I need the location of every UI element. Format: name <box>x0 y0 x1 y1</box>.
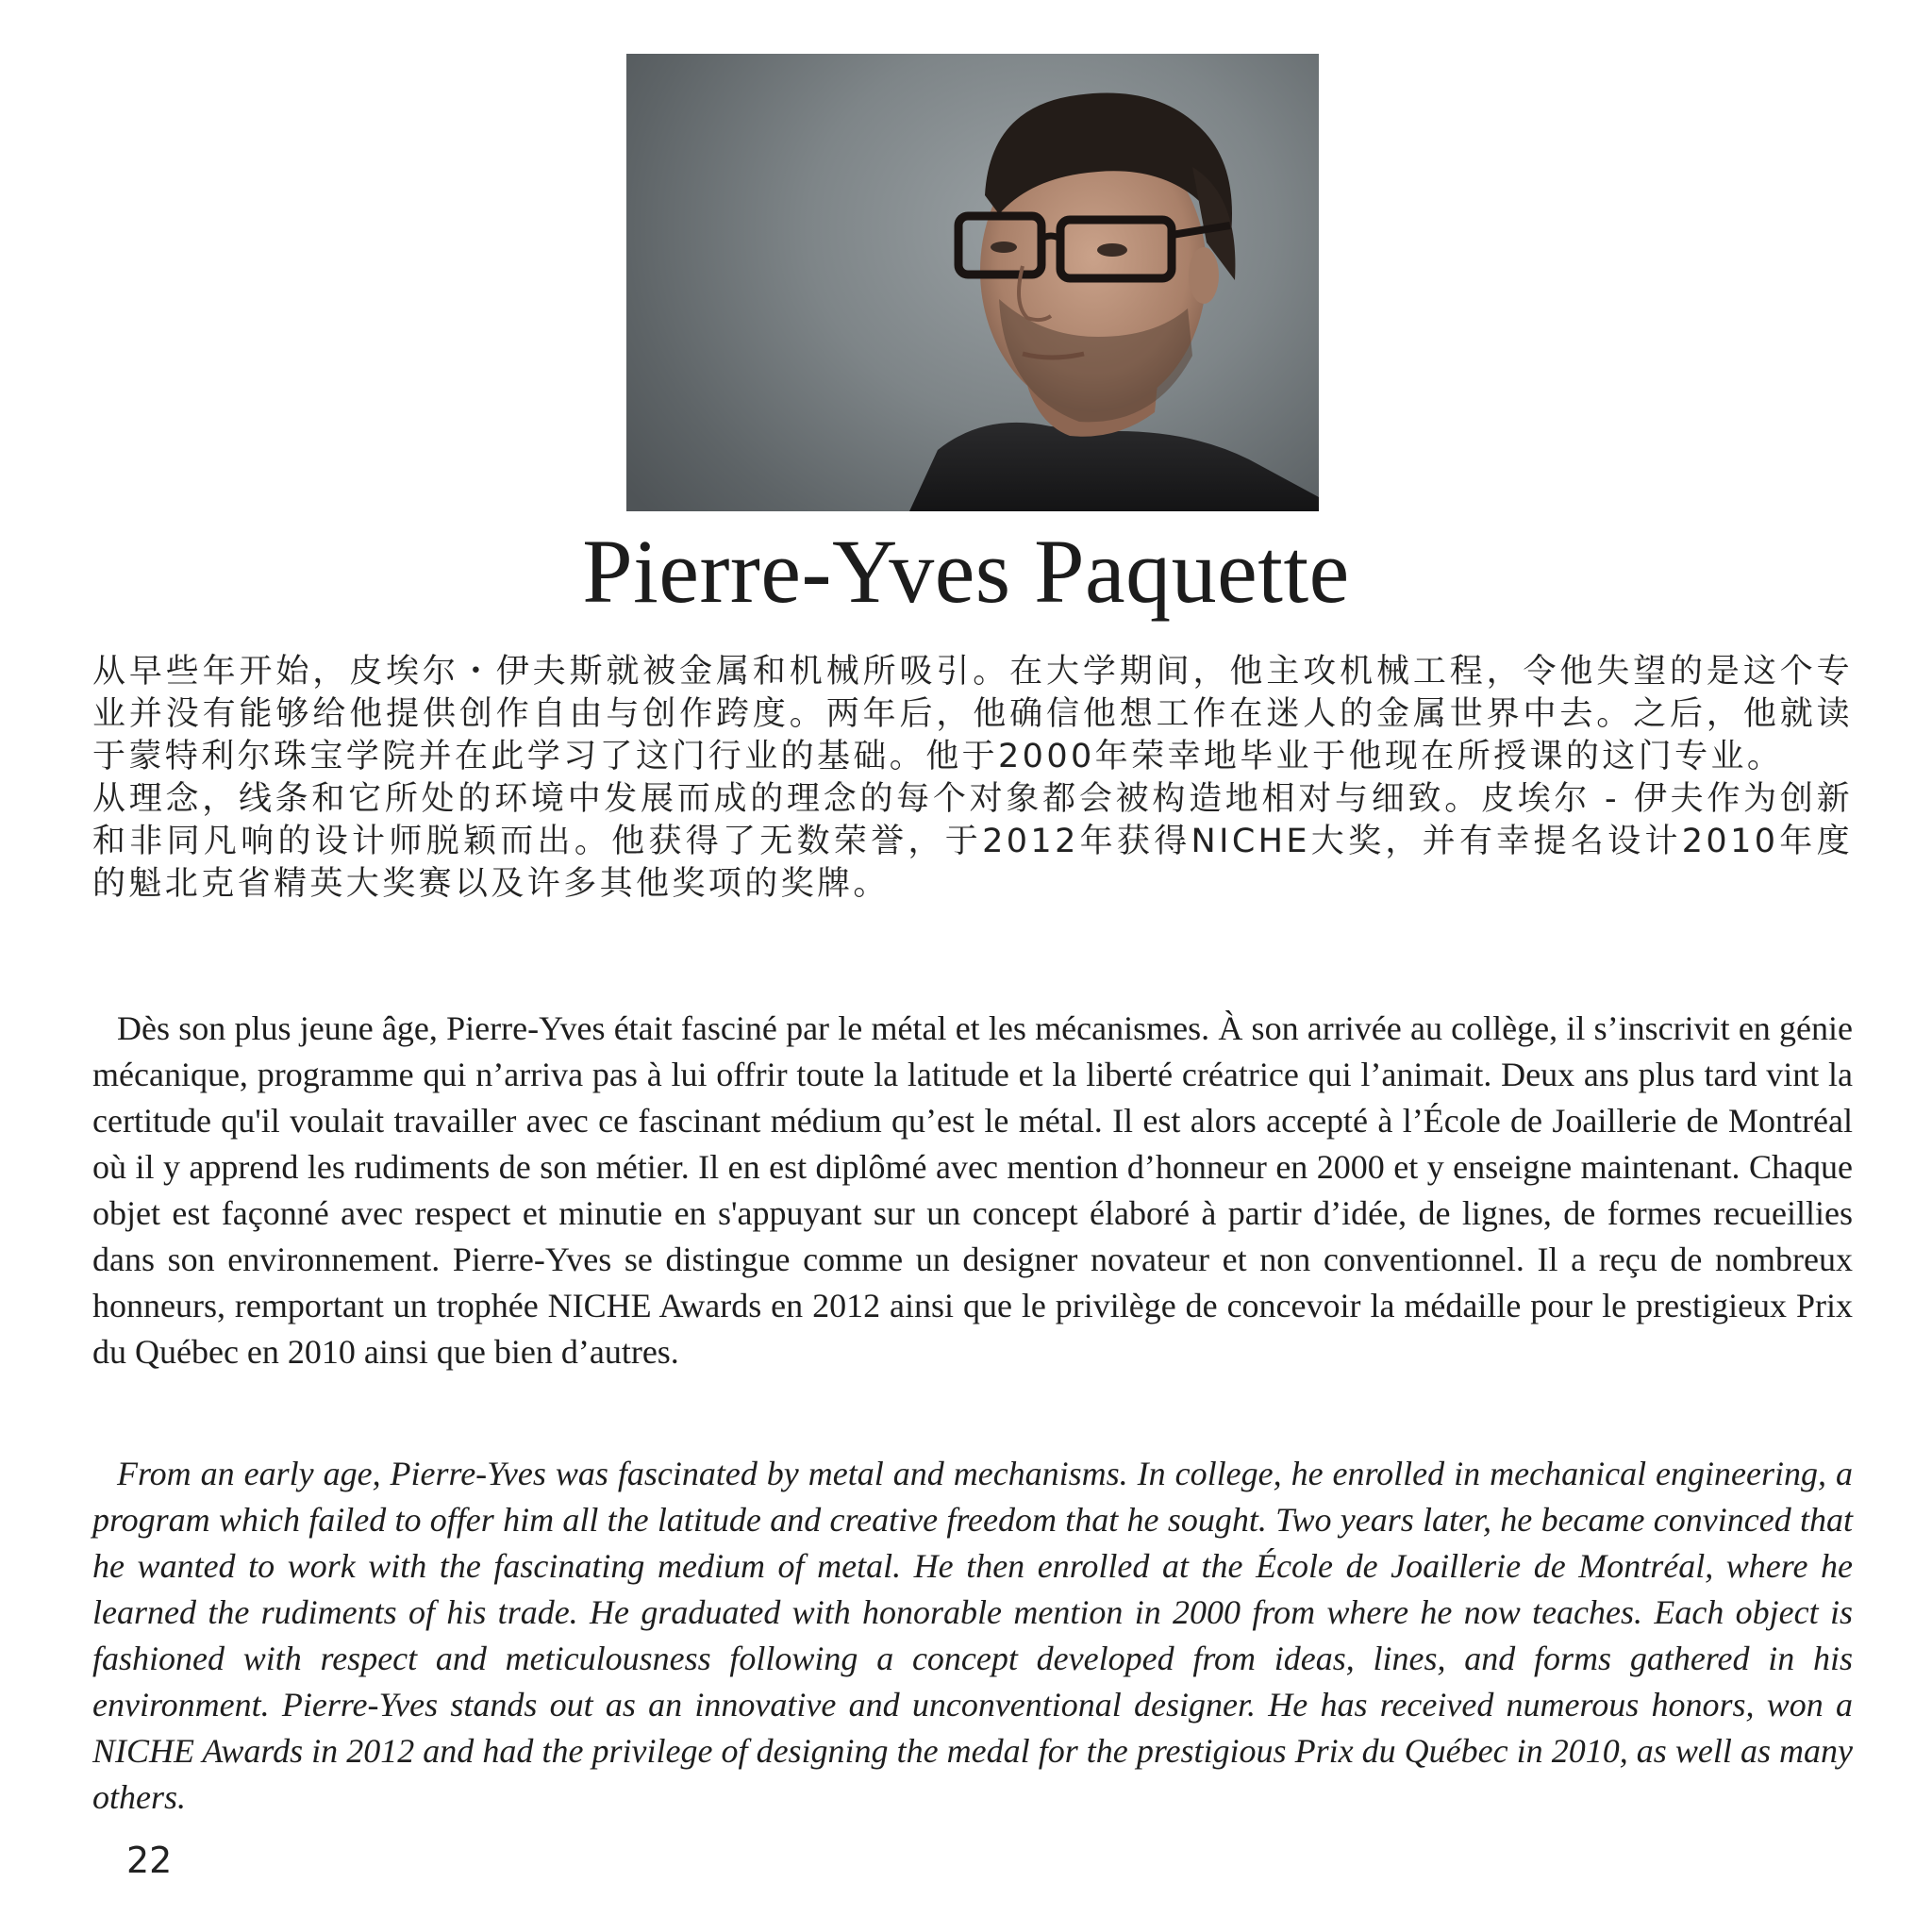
english-paragraph: From an early age, Pierre-Yves was fascinated by metal and mechanisms. In college, he enrolled in mechanical engineering, a program which failed to offer him all the latitude and creative freedom that he sought. Two years later, he became convinced that he wanted to work with the fascinating medium of metal. He then enrolled at the École de Joaillerie de Montréal, where he learned the rudiments of his trade. He graduated with honorable mention in 2000 from where he now teaches. Each object is fashioned with respect and meticulousness following a concept developed from ideas, lines, and forms gathered in his environment. Pierre-Yves stands out as an innovative and unconventional designer. He has received numerous honors, won a NICHE Awards in 2012 and had the privilege of designing the medal for the prestigious Prix du Québec in 2010, as well as many others. <box>92 1455 1853 1816</box>
english-biography <box>92 1451 1853 1821</box>
portrait-illustration <box>626 54 1319 511</box>
french-paragraph: Dès son plus jeune âge, Pierre-Yves était fasciné par le métal et les mécanismes. À son arrivée au collège, il s’inscrivit en génie mécanique, programme qui n’arriva pas à lui offrir toute la latitude et la liberté créatrice qui l’animait. Deux ans plus tard vint la certitude qu'il voulait travailler avec ce fascinant médium qu’est le métal. Il est alors accepté à l’École de Joaillerie de Montréal où il y apprend les rudiments de son métier. Il en est diplômé avec mention d’honneur en 2000 et y enseigne maintenant. Chaque objet est façonné avec respect et minutie en s'appuyant sur un concept élaboré à partir d’idée, de lignes, de formes recueillies dans son environnement. Pierre-Yves se distingue comme un designer novateur et non conventionnel. Il a reçu de nombreux honneurs, remportant un trophée NICHE Awards en 2012 ainsi que le privilège de concevoir la médaille pour le prestigieux Prix du Québec en 2010 ainsi que bien d’autres. <box>92 1009 1853 1371</box>
chinese-biography <box>92 651 1853 906</box>
chinese-paragraph-2: 从理念，线条和它所处的环境中发展而成的理念的每个对象都会被构造地相对与细致。皮埃尔 - 伊夫作为创新和非同凡响的设计师脱颖而出。他获得了无数荣誉，于2012年获得NICHE大奖，并有幸提名设计2010年度的魁北克省精英大奖赛以及许多其他奖项的奖牌。 <box>92 780 1853 903</box>
chinese-paragraph-1: 从早些年开始，皮埃尔・伊夫斯就被金属和机械所吸引。在大学期间，他主攻机械工程，令他失望的是这个专业并没有能够给他提供创作自由与创作跨度。两年后，他确信他想工作在迷人的金属世界中去。之后，他就读于蒙特利尔珠宝学院并在此学习了这门行业的基础。他于2000年荣幸地毕业于他现在所授课的这门专业。 <box>92 653 1853 775</box>
french-biography <box>92 1006 1853 1375</box>
portrait-photo <box>626 54 1319 511</box>
page-number: 22 <box>126 1840 173 1881</box>
page-title: Pierre-Yves Paquette <box>582 521 1350 622</box>
